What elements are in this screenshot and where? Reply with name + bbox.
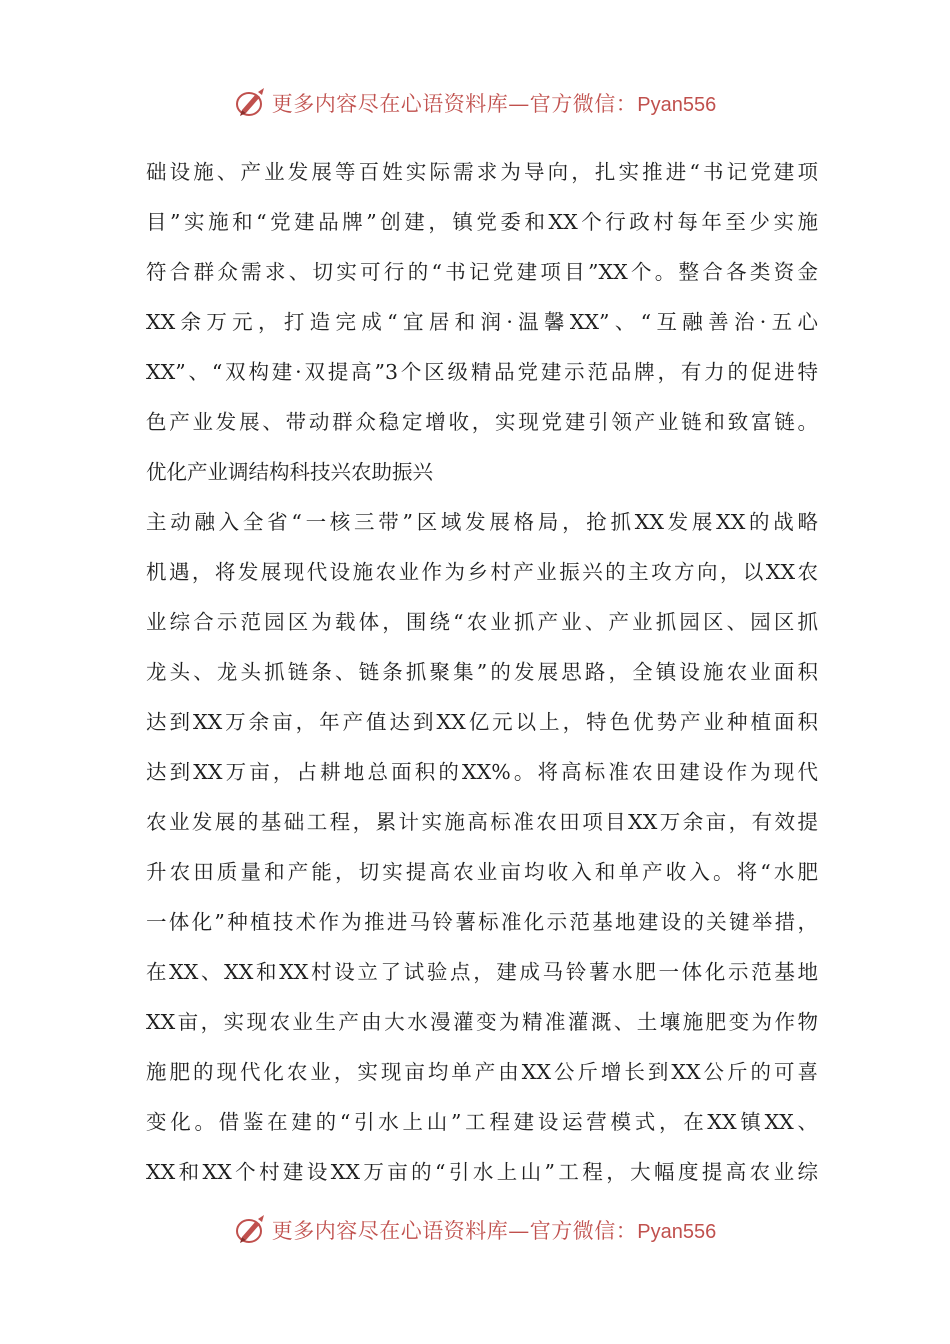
body-line: XX亩，实现农业生产由大水漫灌变为精准灌溉、土壤施肥变为作物 [146,1010,818,1034]
body-line: 础设施、产业发展等百姓实际需求为导向，扎实推进“书记党建项 [146,160,818,184]
body-line: 一体化”种植技术作为推进马铃薯标准化示范基地建设的关键举措， [146,910,818,934]
body-line: 在XX、XX和XX村设立了试验点，建成马铃薯水肥一体化示范基地 [146,960,818,984]
footer-banner [0,1210,950,1250]
body-line: XX”、“双构建·双提高”3个区级精品党建示范品牌，有力的促进特 [146,360,818,384]
body-line: 符合群众需求、切实可行的“书记党建项目”XX个。整合各类资金 [146,260,818,284]
body-line: 施肥的现代化农业，实现亩均单产由XX公斤增长到XX公斤的可喜 [146,1060,818,1084]
body-line: 农业发展的基础工程，累计实施高标准农田项目XX万余亩，有效提 [146,810,818,834]
header-banner [0,83,950,123]
pen-logo-icon [234,86,268,120]
body-line: 目”实施和“党建品牌”创建，镇党委和XX个行政村每年至少实施 [146,210,818,234]
body-line: 达到XX万余亩，年产值达到XX亿元以上，特色优势产业种植面积 [146,710,818,734]
body-line: 达到XX万亩，占耕地总面积的XX%。将高标准农田建设作为现代 [146,760,818,784]
body-line: 龙头、龙头抓链条、链条抓聚集”的发展思路，全镇设施农业面积 [146,660,818,684]
body-line: 业综合示范园区为载体，围绕“农业抓产业、产业抓园区、园区抓 [146,610,818,634]
footer-wechat-id: Pyan556 [637,1221,717,1243]
body-line: XX和XX个村建设XX万亩的“引水上山”工程，大幅度提高农业综 [146,1160,818,1184]
body-line: XX余万元，打造完成“宜居和润·温馨XX”、“互融善治·五心 [146,310,818,334]
header-banner-text: 更多内容尽在心语资料库—官方微信：Pyan556 [271,92,717,116]
document-body [146,147,818,1197]
body-line: 色产业发展、带动群众稳定增收，实现党建引领产业链和致富链。 [146,410,818,434]
section-heading: 优化产业调结构科技兴农助振兴 [146,460,433,484]
body-line: 主动融入全省“一核三带”区域发展格局，抢抓XX发展XX的战略 [146,510,818,534]
body-line: 变化。借鉴在建的“引水上山”工程建设运营模式，在XX镇XX、 [146,1110,818,1134]
body-line: 升农田质量和产能，切实提高农业亩均收入和单产收入。将“水肥 [146,860,818,884]
body-line: 机遇，将发展现代设施农业作为乡村产业振兴的主攻方向，以XX农 [146,560,818,584]
header-wechat-id: Pyan556 [637,94,717,116]
pen-logo-icon [234,1213,268,1247]
footer-banner-text: 更多内容尽在心语资料库—官方微信：Pyan556 [271,1219,717,1243]
